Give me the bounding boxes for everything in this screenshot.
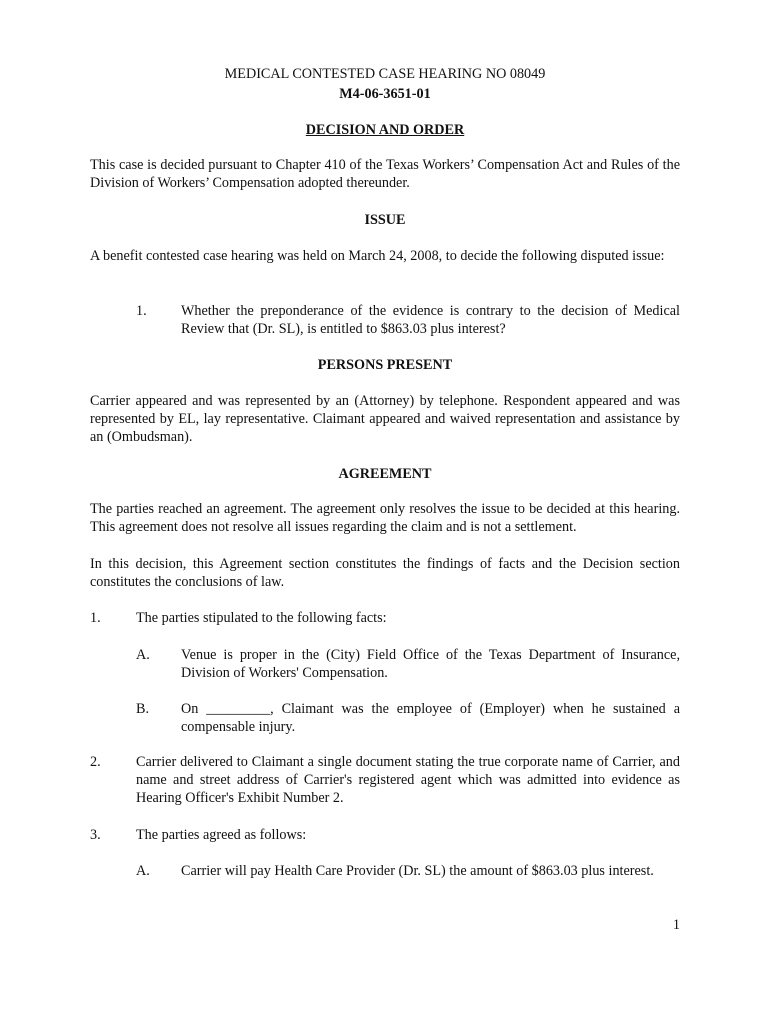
agreement-paragraph-2: In this decision, this Agreement section constitutes the findings of facts and the Decision section constitutes the conclusions of law. bbox=[90, 556, 680, 590]
document-title bbox=[90, 121, 680, 139]
persons-present-heading: PERSONS PRESENT bbox=[317, 357, 453, 373]
docket-number: M4-06-3651-01 bbox=[339, 86, 431, 102]
stipulation-text: Venue is proper in the (City) Field Office of the Texas Department of Insurance, Division of Workers' Compensation. bbox=[181, 647, 680, 681]
agreement-item-number: 1. bbox=[90, 610, 101, 626]
case-number-heading: MEDICAL CONTESTED CASE HEARING NO 08049 bbox=[224, 66, 546, 82]
agreement-item-number: 2. bbox=[90, 754, 101, 770]
intro-paragraph: This case is decided pursuant to Chapter 410 of the Texas Workers’ Compensation Act and Rules of the Division of Workers’ Compensation adopted thereunder. bbox=[90, 157, 680, 191]
stipulation-letter: A. bbox=[136, 647, 150, 663]
agreement-item-text: The parties stipulated to the following facts: bbox=[136, 610, 387, 626]
issue-paragraph: A benefit contested case hearing was held on March 24, 2008, to decide the following disputed issue: bbox=[90, 248, 665, 264]
agreement-paragraph-1: The parties reached an agreement. The agreement only resolves the issue to be decided at this hearing. This agreement does not resolve all issues regarding the claim and is not a settlement. bbox=[90, 501, 680, 535]
agreement-item-number: 3. bbox=[90, 827, 101, 843]
issue-heading: ISSUE bbox=[364, 212, 406, 228]
persons-present-paragraph: Carrier appeared and was represented by an (Attorney) by telephone. Respondent appeared and was represented by EL, lay representative. Claimant appeared and waived representation and assistance by an (Ombudsman). bbox=[90, 393, 680, 445]
agreed-term-letter: A. bbox=[136, 863, 150, 879]
agreement-item-text: The parties agreed as follows: bbox=[136, 827, 307, 843]
agreed-term-text: Carrier will pay Health Care Provider (Dr. SL) the amount of $863.03 plus interest. bbox=[181, 863, 654, 879]
issue-item-text: Whether the preponderance of the evidence is contrary to the decision of Medical Review that (Dr. SL), is entitled to $863.03 plus interest? bbox=[181, 303, 680, 337]
document-title-text: DECISION AND ORDER bbox=[305, 122, 465, 138]
stipulation-letter: B. bbox=[136, 701, 150, 717]
agreement-item-text: Carrier delivered to Claimant a single document stating the true corporate name of Carrier, and name and street address of Carrier's registered agent which was admitted into evidence as Hearing Officer's Exhibit Number 2. bbox=[136, 754, 680, 806]
page-number: 1 bbox=[672, 917, 680, 933]
issue-item-number: 1. bbox=[136, 303, 147, 319]
stipulation-text: On _________, Claimant was the employee of (Employer) when he sustained a compensable injury. bbox=[181, 701, 680, 735]
agreement-heading: AGREEMENT bbox=[338, 466, 432, 482]
